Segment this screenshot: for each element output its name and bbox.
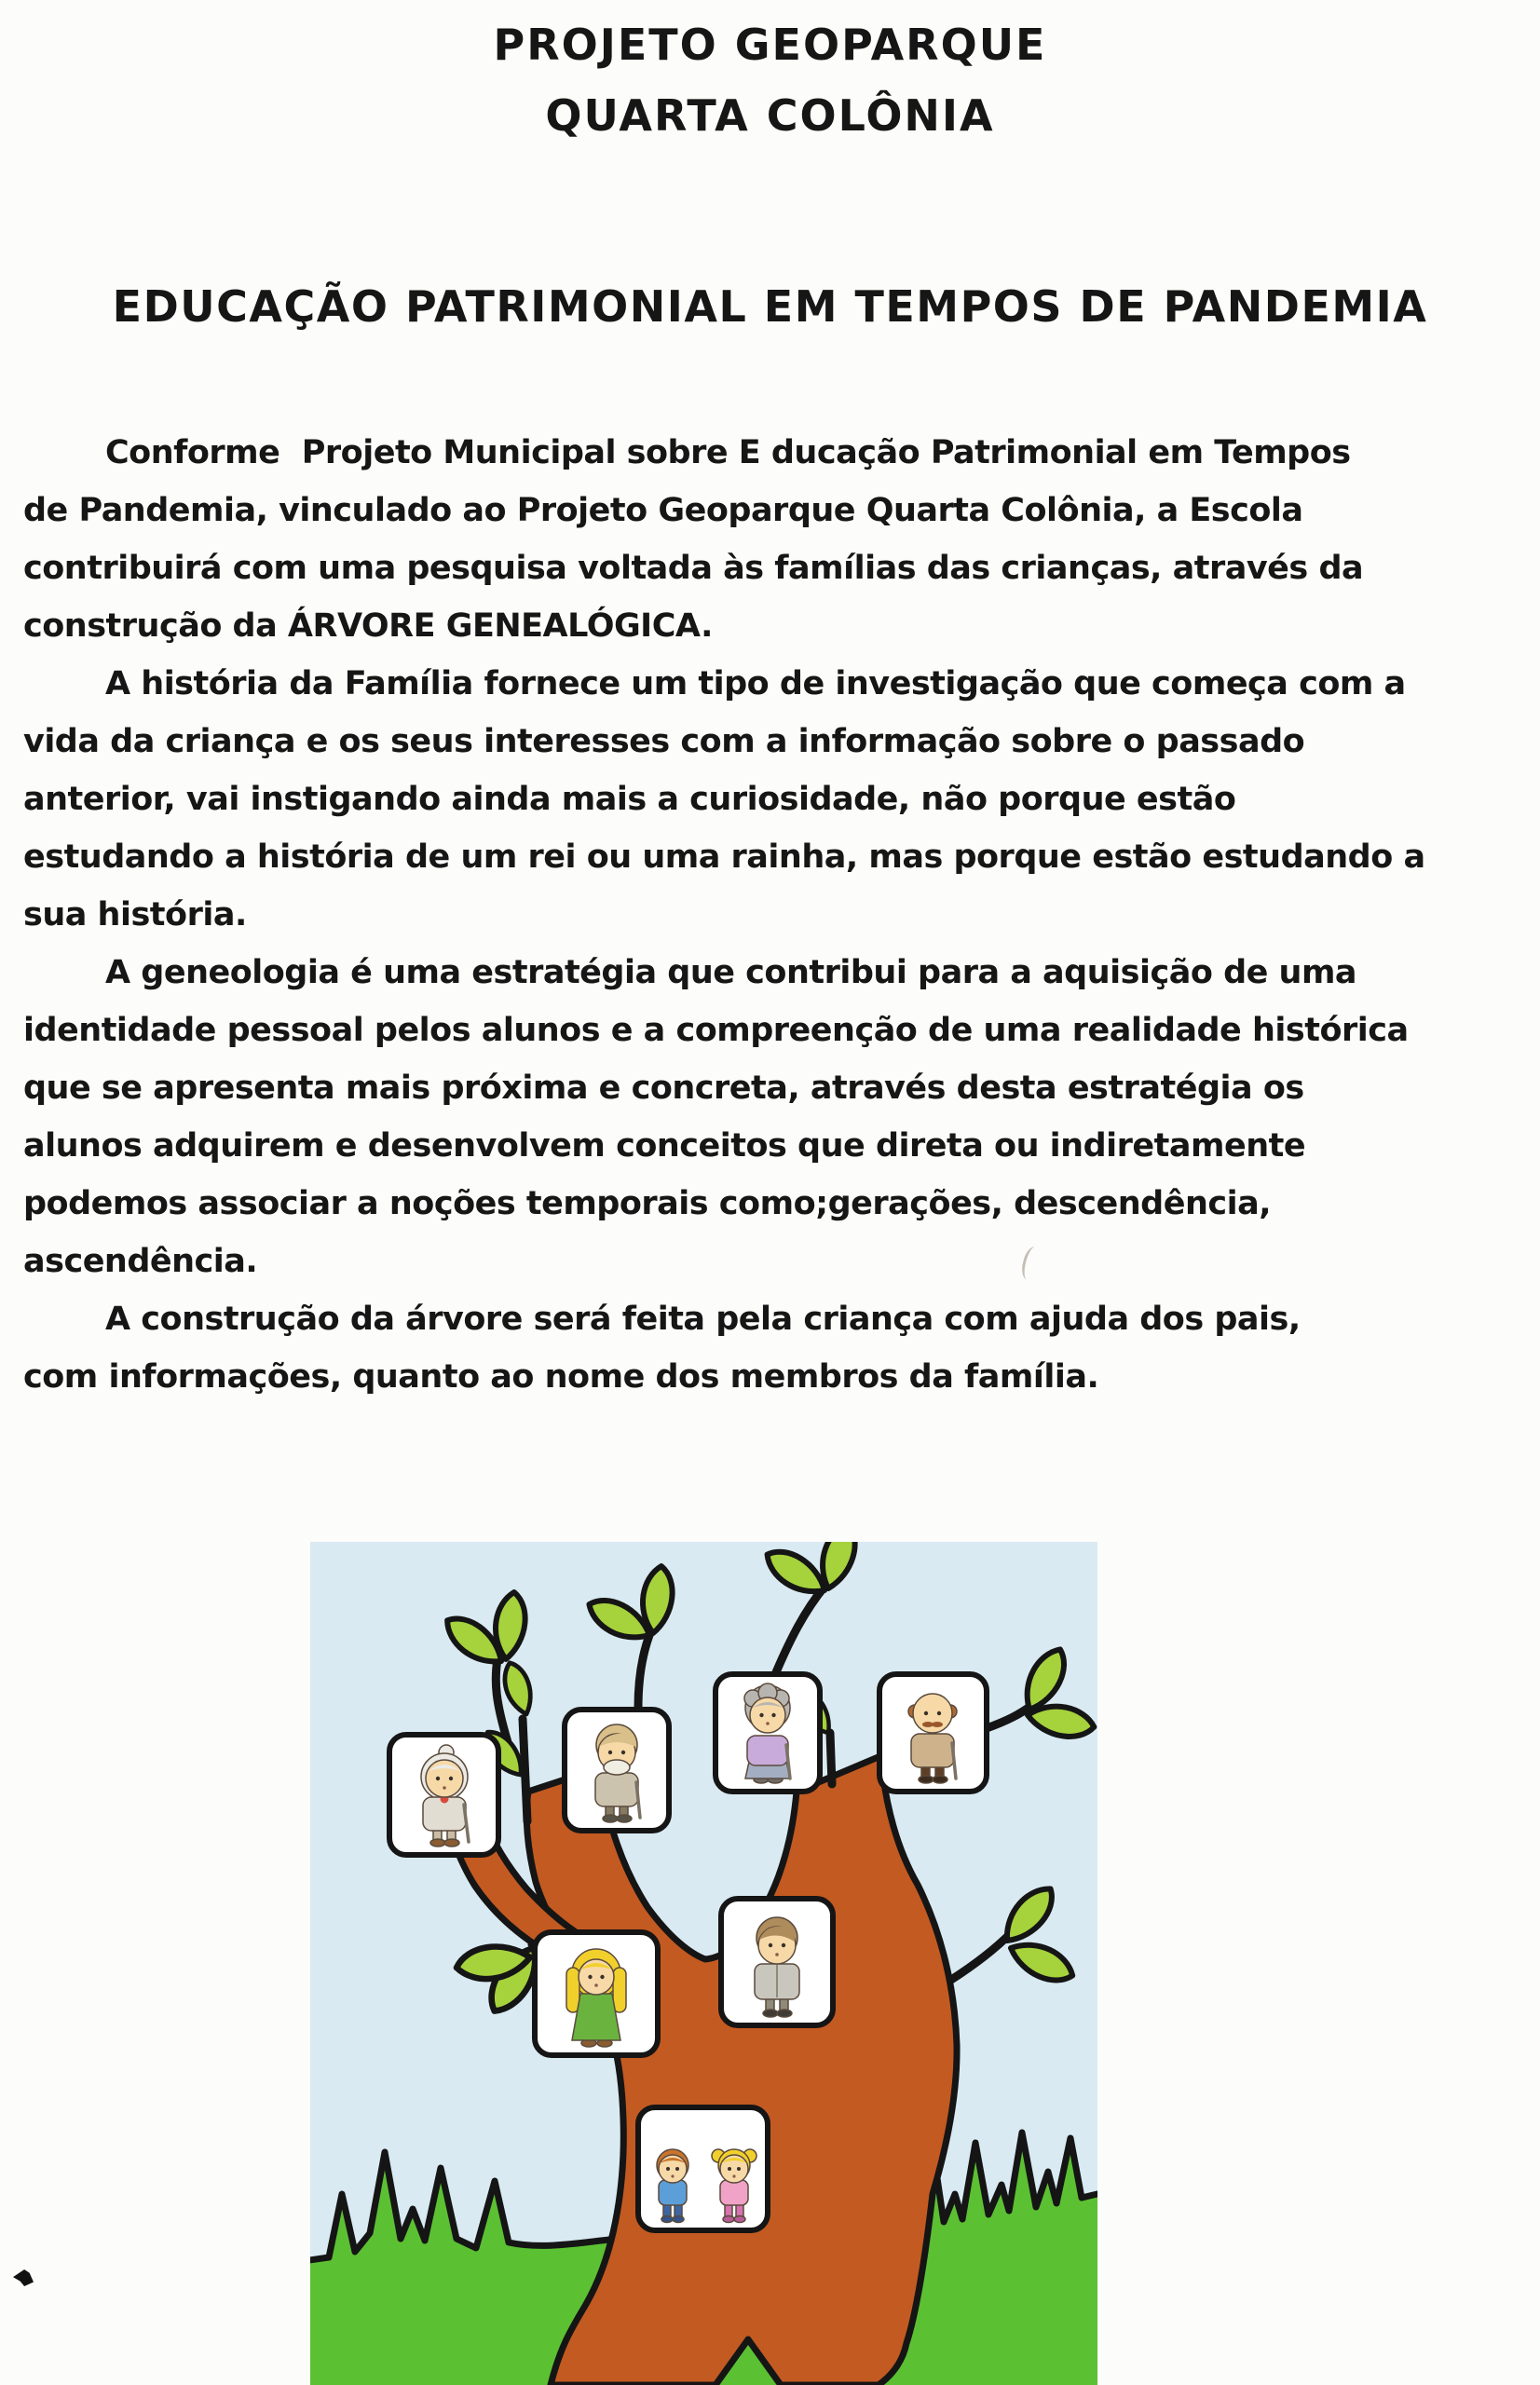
paragraph xyxy=(23,424,1514,655)
paragraph xyxy=(23,655,1514,944)
body-line: podemos associar a noções temporais como;gerações, descendência, xyxy=(23,1185,1272,1222)
twig xyxy=(523,1719,527,1821)
title-line: QUARTA COLÔNIA xyxy=(545,90,995,141)
document-heading: EDUCAÇÃO PATRIMONIAL EM TEMPOS DE PANDEMIA xyxy=(112,281,1428,332)
family-tree-illustration xyxy=(310,1542,1097,2385)
body-line: identidade pessoal pelos alunos e a compreenção de uma realidade histórica xyxy=(23,1012,1409,1049)
title-line: PROJETO GEOPARQUE xyxy=(493,20,1047,70)
body-line: de Pandemia, vinculado ao Projeto Geoparque Quarta Colônia, a Escola xyxy=(23,492,1303,529)
paragraph xyxy=(23,944,1514,1290)
document-title xyxy=(0,9,1540,151)
body-line: com informações, quanto ao nome dos membros da família. xyxy=(23,1358,1099,1396)
body-line: vida da criança e os seus interesses com a informação sobre o passado xyxy=(23,723,1305,760)
body-line: alunos adquirem e desenvolvem conceitos que direta ou indiretamente xyxy=(23,1127,1306,1165)
body-line: A construção da árvore será feita pela criança com ajuda dos pais, xyxy=(105,1301,1301,1338)
body-line: anterior, vai instigando ainda mais a curiosidade, não porque estão xyxy=(23,781,1236,818)
family-tree-svg xyxy=(310,1542,1097,2385)
body-line: Conforme Projeto Municipal sobre E ducação Patrimonial em Tempos xyxy=(105,434,1351,471)
body-line: contribuirá com uma pesquisa voltada às famílias das crianças, através da xyxy=(23,550,1364,587)
twig xyxy=(830,1733,832,1784)
figure-mother xyxy=(566,1949,626,2047)
paragraph xyxy=(23,1290,1514,1406)
body-line: construção da ÁRVORE GENEALÓGICA. xyxy=(23,607,713,645)
document-body xyxy=(23,424,1514,1406)
body-line: A história da Família fornece um tipo de investigação que começa com a xyxy=(105,665,1406,702)
body-line: ascendência. xyxy=(23,1243,258,1280)
body-line: A geneologia é uma estratégia que contribui para a aquisição de uma xyxy=(105,954,1357,991)
scan-artifact-arrow xyxy=(13,2269,34,2286)
body-line: estudando a história de um rei ou uma rainha, mas porque estão estudando a xyxy=(23,838,1425,876)
body-line: que se apresenta mais próxima e concreta, através desta estratégia os xyxy=(23,1070,1304,1107)
body-line: sua história. xyxy=(23,896,247,934)
